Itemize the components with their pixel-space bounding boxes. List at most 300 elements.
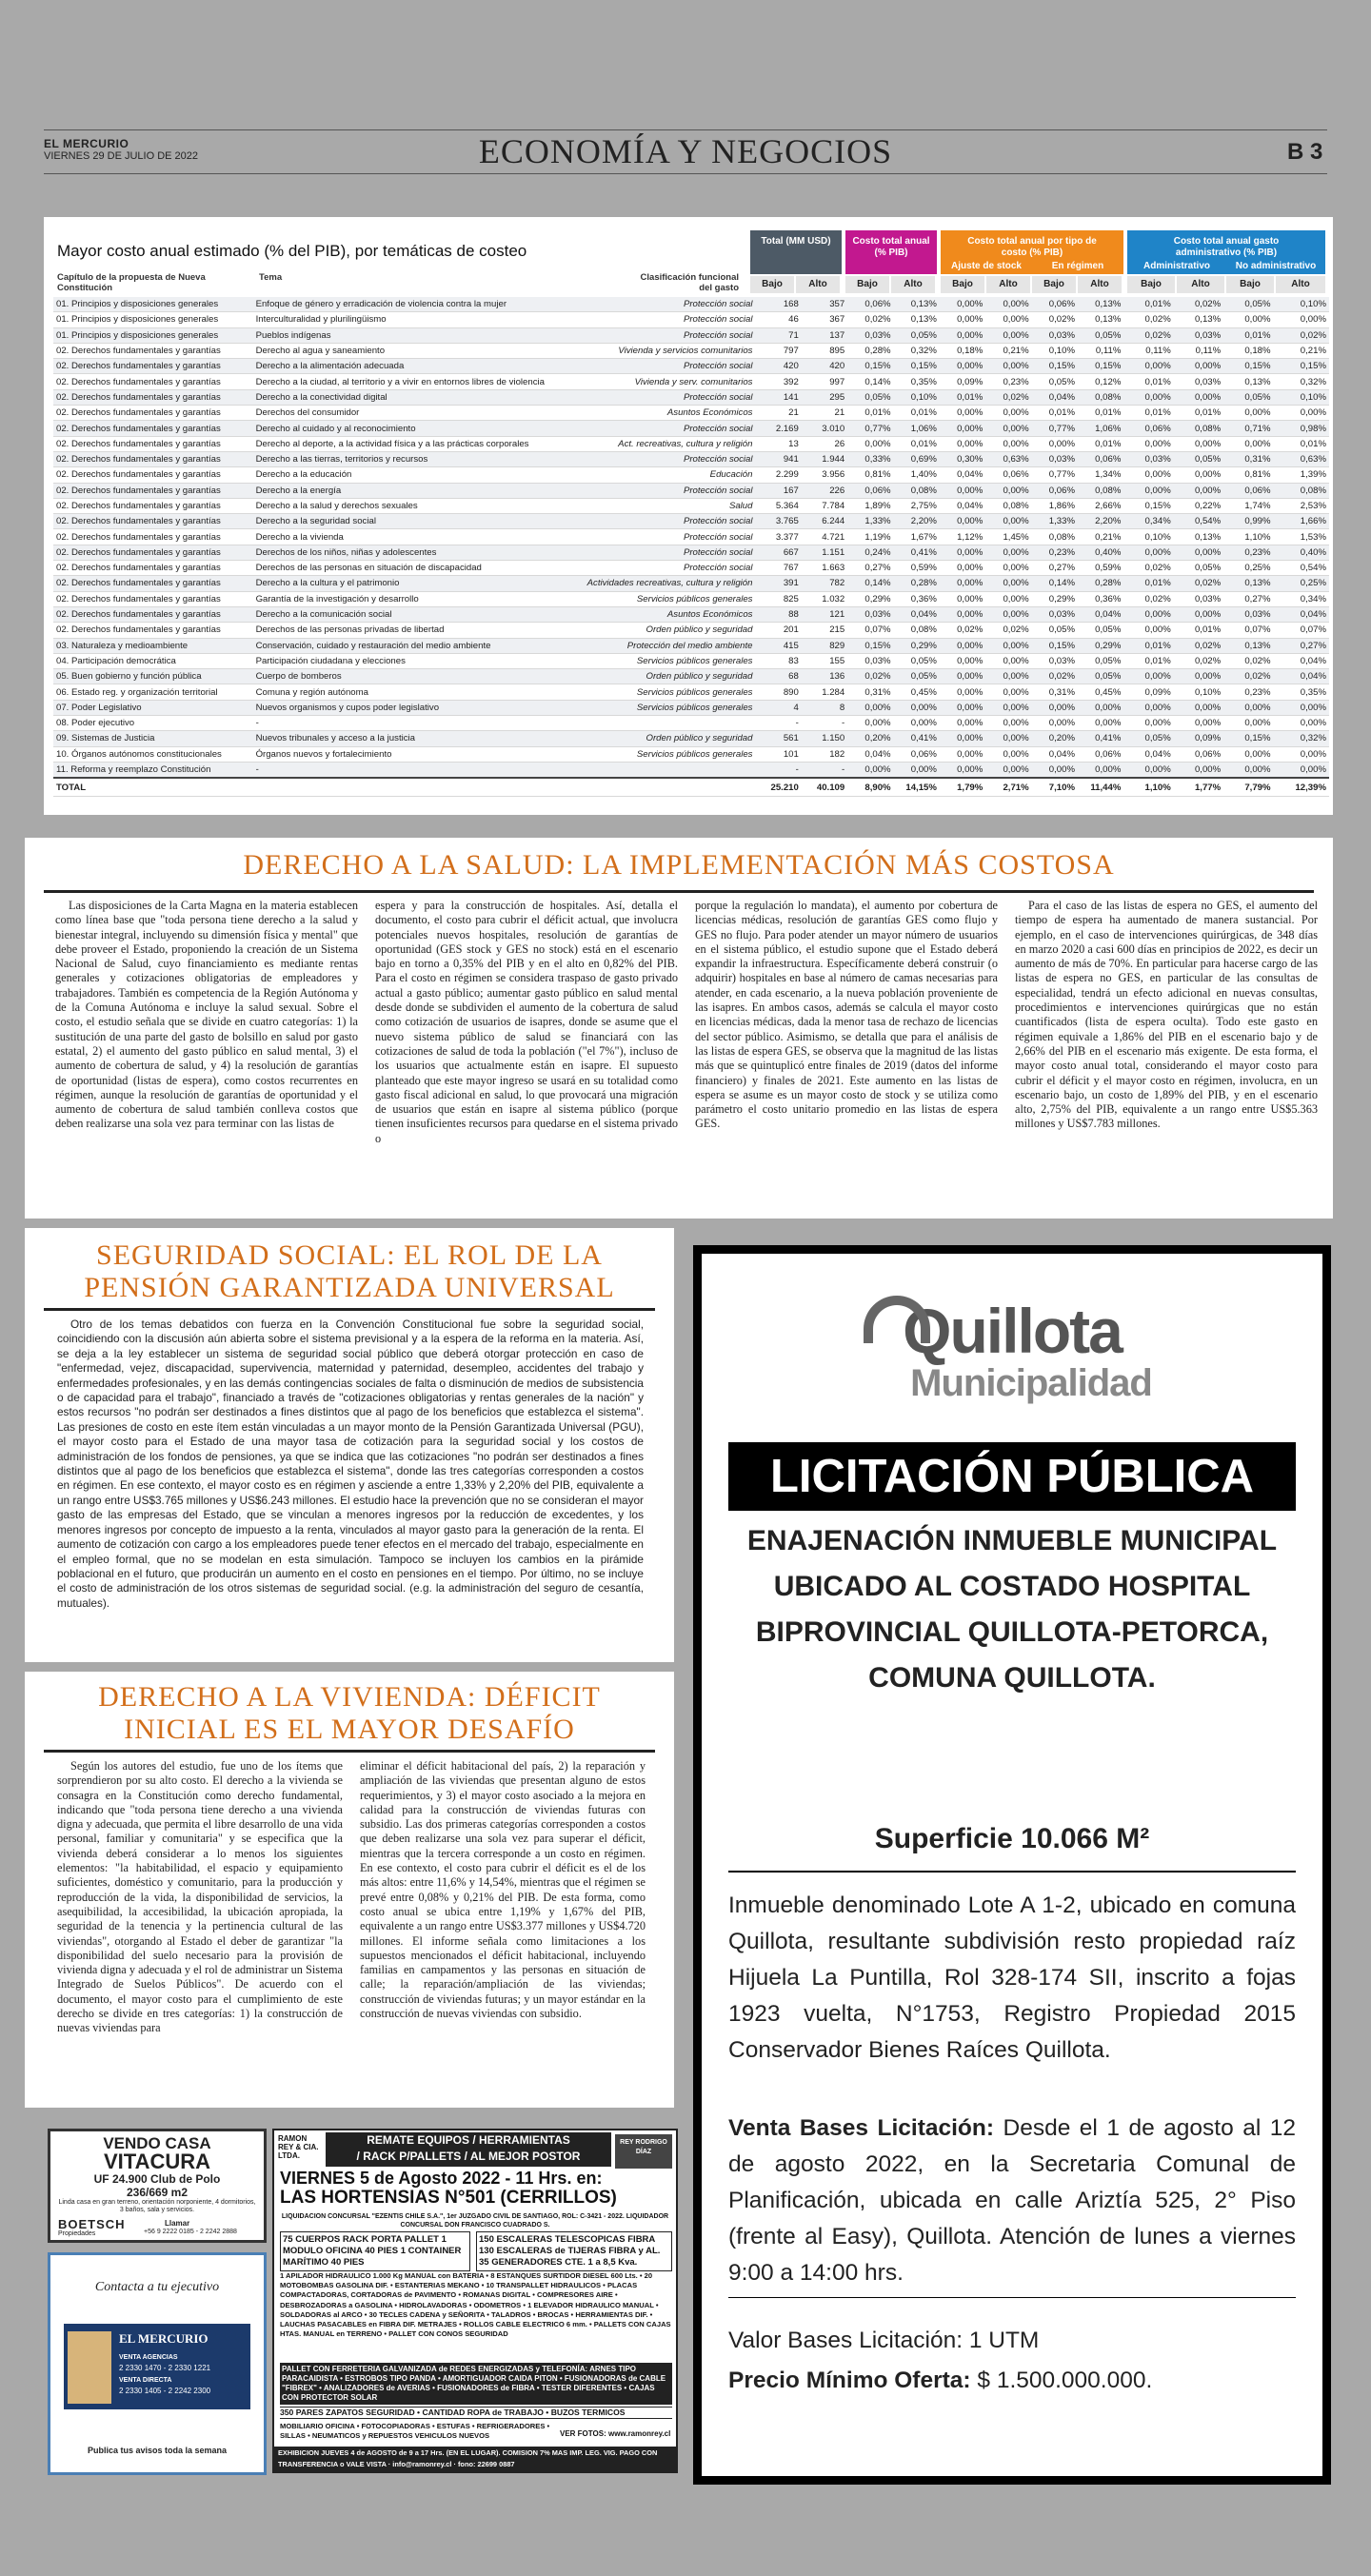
table-row xyxy=(53,623,1329,638)
cell-theme: Derechos de las personas en situación de discapacidad xyxy=(253,561,546,576)
cell-value: 0,00% xyxy=(1174,669,1223,684)
table-row xyxy=(53,545,1329,560)
table-row xyxy=(53,312,1329,327)
article-salud xyxy=(25,838,1333,1219)
table-row xyxy=(53,297,1329,312)
cell-value: 0,04% xyxy=(940,467,985,483)
cell-value: 2.169 xyxy=(755,421,801,436)
cell-value: 0,18% xyxy=(1223,343,1273,358)
cell-value: 0,09% xyxy=(1123,684,1173,700)
vitacura-line2: VITACURA xyxy=(103,2150,211,2173)
cell-value: 0,00% xyxy=(1223,436,1273,451)
cell-value: 3.377 xyxy=(755,529,801,545)
cell-value: 0,00% xyxy=(940,638,985,653)
quillota-logo xyxy=(702,1288,1322,1402)
cell-value: 0,00% xyxy=(985,421,1031,436)
cell-chapter: 02. Derechos fundamentales y garantías xyxy=(53,343,253,358)
cell-value: 0,01% xyxy=(1274,436,1329,451)
cell-value: 0,00% xyxy=(985,700,1031,715)
cell-chapter: 02. Derechos fundamentales y garantías xyxy=(53,498,253,513)
header-cost-type-label: Costo total anual por tipo de costo (% PIB) xyxy=(967,236,1097,258)
cell-value: 0,35% xyxy=(1274,684,1329,700)
cell-value: 0,00% xyxy=(847,700,893,715)
cell-value: 0,00% xyxy=(940,545,985,560)
header-alto: Alto xyxy=(891,276,935,293)
cell-value: 0,03% xyxy=(1032,606,1078,622)
table-row xyxy=(53,606,1329,622)
masthead-top-rule xyxy=(44,129,1327,130)
cell-value: 7.784 xyxy=(802,498,847,513)
cell-value: 0,45% xyxy=(1078,684,1123,700)
cell-value: 0,00% xyxy=(940,297,985,312)
cell-value: 0,00% xyxy=(940,700,985,715)
cell-theme: Derecho al cuidado y al reconocimiento xyxy=(253,421,546,436)
cell-value: 0,15% xyxy=(1274,359,1329,374)
cell-value: 0,08% xyxy=(1078,483,1123,498)
cell-classification: Protección social xyxy=(546,561,756,576)
cell-value: 0,00% xyxy=(1123,700,1173,715)
masthead-date: VIERNES 29 DE JULIO DE 2022 xyxy=(44,150,199,162)
cell-value: 14,15% xyxy=(894,778,940,797)
cell-value: 0,00% xyxy=(1274,746,1329,762)
cell-theme: Derecho a la cultura y el patrimonio xyxy=(253,576,546,591)
cell-value: 0,00% xyxy=(1174,359,1223,374)
remate-list-4: MOBILIARIO OFICINA • FOTOCOPIADORAS • ESTUFAS • REFRIGERADORES • SILLAS • NEUMATICOS y REPUESTOS VEHICULOS NUEVOS xyxy=(280,2422,550,2440)
cell-value: 1,33% xyxy=(847,514,893,529)
cell-value: 0,00% xyxy=(940,514,985,529)
vivienda-column-2 xyxy=(360,1759,646,2021)
cell-chapter: 05. Buen gobierno y función pública xyxy=(53,669,253,684)
cell-value: 0,00% xyxy=(985,561,1031,576)
cell-value: 0,00% xyxy=(1123,669,1173,684)
cell-value: 0,06% xyxy=(1032,483,1078,498)
table-row xyxy=(53,467,1329,483)
cell-value: 0,05% xyxy=(1078,327,1123,343)
cell-value: 0,00% xyxy=(985,606,1031,622)
cost-table xyxy=(53,297,1329,797)
header-classification: Clasificación funcional del gasto xyxy=(640,272,739,293)
cell-theme: Derecho a la salud y derechos sexuales xyxy=(253,498,546,513)
cell-value: 3.765 xyxy=(755,514,801,529)
cell-value: 46 xyxy=(755,312,801,327)
cell-value: 0,00% xyxy=(985,684,1031,700)
cell-value: 0,10% xyxy=(1274,297,1329,312)
ejecutivo-direct-phone[interactable]: 2 2330 1405 - 2 2242 2300 xyxy=(119,2387,211,2395)
cell-value: 2,20% xyxy=(894,514,940,529)
cell-value: 392 xyxy=(755,374,801,389)
cell-value: 0,05% xyxy=(1123,731,1173,746)
table-row xyxy=(53,591,1329,606)
cell-value: 0,33% xyxy=(847,451,893,466)
cell-value: 4.721 xyxy=(802,529,847,545)
cell-classification: Protección del medio ambiente xyxy=(546,638,756,653)
remate-title-2: / RACK P/PALLETS / AL MEJOR POSTOR xyxy=(356,2150,581,2163)
cell-value: 0,40% xyxy=(1078,545,1123,560)
cell-chapter: 02. Derechos fundamentales y garantías xyxy=(53,359,253,374)
cell-value: 68 xyxy=(755,669,801,684)
divider xyxy=(728,2297,1296,2298)
table-row xyxy=(53,700,1329,715)
cell-classification: Protección social xyxy=(546,297,756,312)
cell-value: 0,29% xyxy=(894,638,940,653)
cell-theme: Derecho al agua y saneamiento xyxy=(253,343,546,358)
cell-value: 0,00% xyxy=(985,312,1031,327)
cell-value: 0,02% xyxy=(940,623,985,638)
cell-value: 88 xyxy=(755,606,801,622)
vitacura-phone[interactable]: +56 9 2222 0185 - 2 2242 2888 xyxy=(144,2229,237,2235)
table-row xyxy=(53,653,1329,668)
cell-value: 2,53% xyxy=(1274,498,1329,513)
cell-value: 0,08% xyxy=(1274,483,1329,498)
cell-value: 0,14% xyxy=(847,374,893,389)
cell-value: 997 xyxy=(802,374,847,389)
salud-column-1-text: Las disposiciones de la Carta Magna en la materia establecen como línea base que "toda persona tiene derecho a la salud y bienestar integral, incluyendo su dimensión física y mental" que debe proveer el Estado, proponiendo la creación de un Sistema Nacional de Salud, cuyo financiamiento es mediante rentas generales y cotizaciones obligatorias de empleadores y trabajadores. También es competencia de la Región Autónoma y de la Comuna Autónoma e incluye la salud sexual. Sobre el costo, el estudio señala que se divide en cuatro categorías: 1) la sustitución de una parte del gasto de bolsillo en salud por gasto estatal, 2) el aumento del gasto público en salud mental, 3) el aumento de cobertura de salud, y 4) la resolución de garantías de oportunidad (listas de espera), como costos recurrentes en régimen, aunque la resolución de garantías de oportunidad y el aumento de cobertura de salud también conlleva costos que deben realizarse una sola vez para terminar con las listas de xyxy=(55,899,358,1131)
cell-value: 1.150 xyxy=(802,731,847,746)
cell-value: 0,00% xyxy=(1123,762,1173,778)
cell-value: 1,86% xyxy=(1032,498,1078,513)
cell-classification: Servicios públicos generales xyxy=(546,591,756,606)
cell-value: 1,74% xyxy=(1223,498,1273,513)
table-row xyxy=(53,762,1329,778)
cell-chapter: 01. Principios y disposiciones generales xyxy=(53,297,253,312)
cell-value: 0,13% xyxy=(1174,312,1223,327)
salud-column-3 xyxy=(695,899,998,1132)
cell-value: 0,06% xyxy=(1174,746,1223,762)
cell-value: 0,32% xyxy=(1274,731,1329,746)
cell-value: 0,00% xyxy=(985,591,1031,606)
cost-table-panel xyxy=(44,217,1333,815)
cell-value: 101 xyxy=(755,746,801,762)
article-seguridad xyxy=(25,1228,674,1662)
cell-classification: Vivienda y serv. comunitarios xyxy=(546,374,756,389)
cell-value: 13 xyxy=(755,436,801,451)
header-chapter: Capítulo de la propuesta de Nueva Constitución xyxy=(57,272,206,293)
cell-value: 0,10% xyxy=(894,389,940,405)
cell-value: 0,27% xyxy=(1223,591,1273,606)
cell-value: 0,15% xyxy=(1032,359,1078,374)
cell-chapter: 02. Derechos fundamentales y garantías xyxy=(53,591,253,606)
quillota-logo-sub: Municipalidad xyxy=(910,1362,1152,1404)
ad-remate[interactable] xyxy=(272,2129,678,2473)
vitacura-line5: Linda casa en gran terreno, orientación norponiente, 4 dormitorios, 3 baños, sala y servicios. xyxy=(58,2199,256,2213)
cell-chapter: 02. Derechos fundamentales y garantías xyxy=(53,406,253,421)
cell-value: 168 xyxy=(755,297,801,312)
cell-value: 1.663 xyxy=(802,561,847,576)
cell-chapter: 02. Derechos fundamentales y garantías xyxy=(53,389,253,405)
cell-value: 12,39% xyxy=(1274,778,1329,797)
cell-theme: Derecho a la seguridad social xyxy=(253,514,546,529)
cell-value: 136 xyxy=(802,669,847,684)
cell-theme: Derechos del consumidor xyxy=(253,406,546,421)
cell-value: 0,04% xyxy=(940,498,985,513)
remate-address: LAS HORTENSIAS N°501 (CERRILLOS) xyxy=(280,2188,617,2208)
header-bajo: Bajo xyxy=(1032,276,1076,293)
cell-value: 0,07% xyxy=(847,623,893,638)
cell-classification: Educación xyxy=(546,467,756,483)
cell-value: 0,81% xyxy=(1223,467,1273,483)
cell-value: 0,00% xyxy=(985,483,1031,498)
cell-theme: Derecho a la ciudad, al territorio y a vivir en entornos libres de violencia xyxy=(253,374,546,389)
ejecutivo-title: Contacta a tu ejecutivo xyxy=(94,2280,220,2294)
cell-theme: Derecho a la conectividad digital xyxy=(253,389,546,405)
cell-value: 1,45% xyxy=(985,529,1031,545)
cell-value: 1,77% xyxy=(1174,778,1223,797)
cell-value: 941 xyxy=(755,451,801,466)
quillota-logo-main: Quillota xyxy=(903,1296,1122,1366)
vitacura-line4: 236/669 m2 xyxy=(126,2186,189,2199)
cell-value: 0,77% xyxy=(847,421,893,436)
cell-value: 0,32% xyxy=(894,343,940,358)
cell-classification: Servicios públicos generales xyxy=(546,746,756,762)
cell-value: 0,10% xyxy=(1274,389,1329,405)
cell-value: 6.244 xyxy=(802,514,847,529)
cell-value: 367 xyxy=(802,312,847,327)
cell-value: 0,02% xyxy=(1123,312,1173,327)
cell-value: 0,06% xyxy=(847,483,893,498)
cell-value: 0,00% xyxy=(985,545,1031,560)
cell-value: 1,12% xyxy=(940,529,985,545)
cell-value: - xyxy=(802,762,847,778)
header-stock: Ajuste de stock xyxy=(951,261,1022,271)
cell-value: 0,00% xyxy=(1274,716,1329,731)
ad-licitacion-quillota[interactable] xyxy=(693,1245,1331,2485)
cell-theme: - xyxy=(253,716,546,731)
cell-value: 141 xyxy=(755,389,801,405)
cell-value: 0,04% xyxy=(1274,606,1329,622)
cell-value: 0,02% xyxy=(1174,653,1223,668)
header-theme: Tema xyxy=(259,272,283,283)
cell-value: 0,07% xyxy=(1274,623,1329,638)
cell-value: 0,25% xyxy=(1223,561,1273,576)
cell-value: 0,01% xyxy=(1223,327,1273,343)
cell-value: 0,01% xyxy=(1078,436,1123,451)
cell-theme: Nuevos organismos y cupos poder legislativo xyxy=(253,700,546,715)
cell-value: 0,15% xyxy=(1223,359,1273,374)
cell-chapter: 01. Principios y disposiciones generales xyxy=(53,312,253,327)
cell-value: 890 xyxy=(755,684,801,700)
cell-value: 0,18% xyxy=(940,343,985,358)
remate-web[interactable]: VER FOTOS: www.ramonrey.cl xyxy=(560,2429,671,2438)
cell-value: 0,00% xyxy=(985,327,1031,343)
headline-rule xyxy=(44,890,1314,893)
vivienda-column-1-text: Según los autores del estudio, fue uno de los ítems que sorprendieron por su alto costo. El derecho a la vivienda se consagra en la Constitución como derecho fundamental, indicando que "toda persona tiene derecho a una vivienda digna y adecuada, que permita el libre desarrollo de una vida personal, familiar y comunitaria" y se especifica que la vivienda deberá considerar a lo menos los siguientes elementos: "la habitabilidad, el espacio y equipamiento suficientes, doméstico y comunitario, para la producción y reproducción de la vida, la disponibilidad de servicios, la asequibilidad, la accesibilidad, la ubicación apropiada, la seguridad de la tenencia y la pertinencia cultural de las viviendas", otorgando al Estado el deber de garantizar "la disponibilidad del suelo necesario para la provisión de vivienda digna y adecuada y el rol de administrar un Sistema Integrado de Suelos Públicos". De acuerdo con el documento, el mayor costo para el cumplimiento de este derecho se divide en tres categorías: 1) la construcción de nuevas viviendas para xyxy=(57,1759,343,2035)
cell-value: 0,02% xyxy=(985,623,1031,638)
cell-theme: Conservación, cuidado y restauración del medio ambiente xyxy=(253,638,546,653)
table-row xyxy=(53,389,1329,405)
quillota-description: Inmueble denominado Lote A 1-2, ubicado en comuna Quillota, resultante subdivisión resto propiedad raíz Hijuela La Puntilla, Rol 328-174 SII, inscrito a fojas 1923 vuelta, N°1753, Registro Propiedad 2015 Conservador Bienes Raíces Quillota. xyxy=(728,1892,1296,2063)
cell-value: 0,00% xyxy=(940,561,985,576)
cell-value: 0,00% xyxy=(940,359,985,374)
cell-value: 0,00% xyxy=(847,762,893,778)
cell-value: 829 xyxy=(802,638,847,653)
cell-theme: Cuerpo de bomberos xyxy=(253,669,546,684)
cell-value: 1,34% xyxy=(1078,467,1123,483)
header-regime: En régimen xyxy=(1051,261,1104,271)
cell-value: 0,12% xyxy=(1078,374,1123,389)
cell-value: 121 xyxy=(802,606,847,622)
table-row xyxy=(53,374,1329,389)
cell-classification: Protección social xyxy=(546,545,756,560)
cell-value: 0,00% xyxy=(1078,716,1123,731)
quillota-value: Valor Bases Licitación: 1 UTM xyxy=(728,2328,1040,2353)
cell-value: 0,13% xyxy=(1223,638,1273,653)
cell-value: 0,10% xyxy=(1174,684,1223,700)
cell-value: 0,02% xyxy=(1123,591,1173,606)
table-row xyxy=(53,451,1329,466)
cell-value: 0,00% xyxy=(1123,606,1173,622)
cell-theme: Órganos nuevos y fortalecimiento xyxy=(253,746,546,762)
cell-value: 0,20% xyxy=(847,731,893,746)
cell-value: 0,00% xyxy=(1174,545,1223,560)
cell-value: 782 xyxy=(802,576,847,591)
cell-value: 0,05% xyxy=(1078,653,1123,668)
cell-value: 0,15% xyxy=(847,638,893,653)
cell-value: 1,06% xyxy=(1078,421,1123,436)
cell-value: 0,04% xyxy=(847,746,893,762)
ejecutivo-footer: Publica tus avisos toda la semana xyxy=(87,2446,228,2455)
cell-value: 0,07% xyxy=(1223,623,1273,638)
cell-theme: Derecho a la alimentación adecuada xyxy=(253,359,546,374)
cell-value: 0,28% xyxy=(1078,576,1123,591)
cell-value: 0,34% xyxy=(1274,591,1329,606)
vitacura-line3: UF 24.900 Club de Polo xyxy=(93,2172,221,2186)
cell-chapter: 06. Estado reg. y organización territorial xyxy=(53,684,253,700)
cell-classification: Protección social xyxy=(546,389,756,405)
cell-value: 0,29% xyxy=(1078,638,1123,653)
cell-value: 0,27% xyxy=(1032,561,1078,576)
cell-value: 0,01% xyxy=(1123,653,1173,668)
table-row xyxy=(53,483,1329,498)
cell-value: 0,24% xyxy=(847,545,893,560)
cell-value: 4 xyxy=(755,700,801,715)
remate-logo: RAMON REY & CIA. LTDA. xyxy=(278,2134,319,2160)
cell-value: 0,28% xyxy=(847,343,893,358)
cell-theme: Comuna y región autónoma xyxy=(253,684,546,700)
article-vivienda-headline: DERECHO A LA VIVIENDA: DÉFICIT INICIAL ES EL MAYOR DESAFÍO xyxy=(98,1681,601,1745)
headline-rule xyxy=(44,1750,655,1753)
ad-vitacura[interactable] xyxy=(48,2129,267,2243)
cell-value: 1,40% xyxy=(894,467,940,483)
cell-value: 0,00% xyxy=(985,731,1031,746)
table-row xyxy=(53,343,1329,358)
remate-item-2: 150 ESCALERAS TELESCOPICAS FIBRA 130 ESCALERAS de TIJERAS FIBRA y AL. 35 GENERADORES CTE. 1 a 8,5 Kva. xyxy=(476,2231,672,2271)
cell-value: 1,19% xyxy=(847,529,893,545)
cell-value: 0,11% xyxy=(1174,343,1223,358)
cell-chapter: 04. Participación democrática xyxy=(53,653,253,668)
cell-classification: Orden público y seguridad xyxy=(546,731,756,746)
header-non-admin: No administrativo xyxy=(1235,261,1317,271)
header-bajo: Bajo xyxy=(1127,276,1175,293)
cell-theme: Enfoque de género y erradicación de violencia contra la mujer xyxy=(253,297,546,312)
cell-value: 0,04% xyxy=(1123,746,1173,762)
cell-value: 0,23% xyxy=(1032,545,1078,560)
cell-value: 0,06% xyxy=(1123,421,1173,436)
remate-court: LIQUIDACION CONCURSAL "EZENTIS CHILE S.A.", 1er JUZGADO CIVIL DE SANTIAGO, ROL: C-3421 - 2022. LIQUIDADOR CONCURSAL DON FRANCISCO CUADRADO S. xyxy=(281,2213,669,2229)
cell-value: 2,75% xyxy=(894,498,940,513)
cell-classification: Protección social xyxy=(546,514,756,529)
cell-value: 0,41% xyxy=(894,545,940,560)
cell-value: 0,00% xyxy=(1174,762,1223,778)
cell-value: 0,00% xyxy=(940,746,985,762)
cell-value: 0,00% xyxy=(1274,762,1329,778)
cell-value: 226 xyxy=(802,483,847,498)
cell-value: 0,08% xyxy=(1032,529,1078,545)
cell-value: 0,11% xyxy=(1078,343,1123,358)
ejecutivo-sales: VENTA AGENCIAS xyxy=(119,2354,178,2361)
cell-value: 0,02% xyxy=(1223,653,1273,668)
cell-value: 0,00% xyxy=(985,514,1031,529)
cell-value: 1,10% xyxy=(1123,778,1173,797)
cell-value: 0,14% xyxy=(847,576,893,591)
quillota-sale-label: Venta Bases Licitación: xyxy=(728,2115,995,2141)
cell-chapter: 02. Derechos fundamentales y garantías xyxy=(53,514,253,529)
cell-value: 0,28% xyxy=(894,576,940,591)
cell-value: 0,01% xyxy=(1174,406,1223,421)
cell-value: - xyxy=(755,716,801,731)
cell-value: 0,40% xyxy=(1274,545,1329,560)
cell-theme: Derecho a la educación xyxy=(253,467,546,483)
cell-value: 40.109 xyxy=(802,778,847,797)
cell-value: 0,00% xyxy=(1123,716,1173,731)
cell-value: 0,14% xyxy=(1032,576,1078,591)
cell-value: 0,01% xyxy=(1123,297,1173,312)
cell-chapter: 03. Naturaleza y medioambiente xyxy=(53,638,253,653)
salud-column-2 xyxy=(375,899,678,1146)
cell-chapter: 11. Reforma y reemplazo Constitución xyxy=(53,762,253,778)
cell-value: 1,53% xyxy=(1274,529,1329,545)
ejecutivo-sales-phone[interactable]: 2 2330 1470 - 2 2330 1221 xyxy=(119,2364,211,2372)
cell-value: 0,00% xyxy=(1174,467,1223,483)
cell-value: 0,13% xyxy=(1174,529,1223,545)
cell-value: 0,13% xyxy=(894,297,940,312)
cell-value: 0,00% xyxy=(847,716,893,731)
cell-chapter: 02. Derechos fundamentales y garantías xyxy=(53,374,253,389)
vitacura-line1: VENDO CASA xyxy=(103,2134,211,2152)
cell-value: 0,02% xyxy=(1123,561,1173,576)
cell-value: 0,06% xyxy=(1078,451,1123,466)
cell-value: 1,79% xyxy=(940,778,985,797)
cell-value: 2,66% xyxy=(1078,498,1123,513)
cell-value: 0,77% xyxy=(1032,467,1078,483)
cell-value: 21 xyxy=(755,406,801,421)
cell-value: 0,00% xyxy=(1223,746,1273,762)
quillota-min-price xyxy=(728,2368,1296,2394)
cell-value: 0,15% xyxy=(894,359,940,374)
table-row xyxy=(53,359,1329,374)
cell-chapter: 08. Poder ejecutivo xyxy=(53,716,253,731)
cell-value: 0,00% xyxy=(940,436,985,451)
cell-theme: Garantía de la investigación y desarrollo xyxy=(253,591,546,606)
cell-value: 420 xyxy=(755,359,801,374)
cell-value: 0,06% xyxy=(1032,297,1078,312)
cell-value: 0,01% xyxy=(1174,623,1223,638)
cell-value: 0,02% xyxy=(985,389,1031,405)
cell-value: 415 xyxy=(755,638,801,653)
cell-value: 0,13% xyxy=(1078,297,1123,312)
table-row xyxy=(53,498,1329,513)
cell-value: 825 xyxy=(755,591,801,606)
table-row xyxy=(53,514,1329,529)
cell-value: 0,04% xyxy=(1274,669,1329,684)
cell-value: 0,15% xyxy=(1223,731,1273,746)
cell-chapter: 10. Órganos autónomos constitucionales xyxy=(53,746,253,762)
cell-theme: Derecho a la comunicación social xyxy=(253,606,546,622)
header-alto: Alto xyxy=(1078,276,1122,293)
cell-classification: Protección social xyxy=(546,483,756,498)
cell-value: 1,67% xyxy=(894,529,940,545)
ad-contacta-ejecutivo[interactable] xyxy=(48,2252,267,2475)
headline-rule xyxy=(44,1308,655,1311)
